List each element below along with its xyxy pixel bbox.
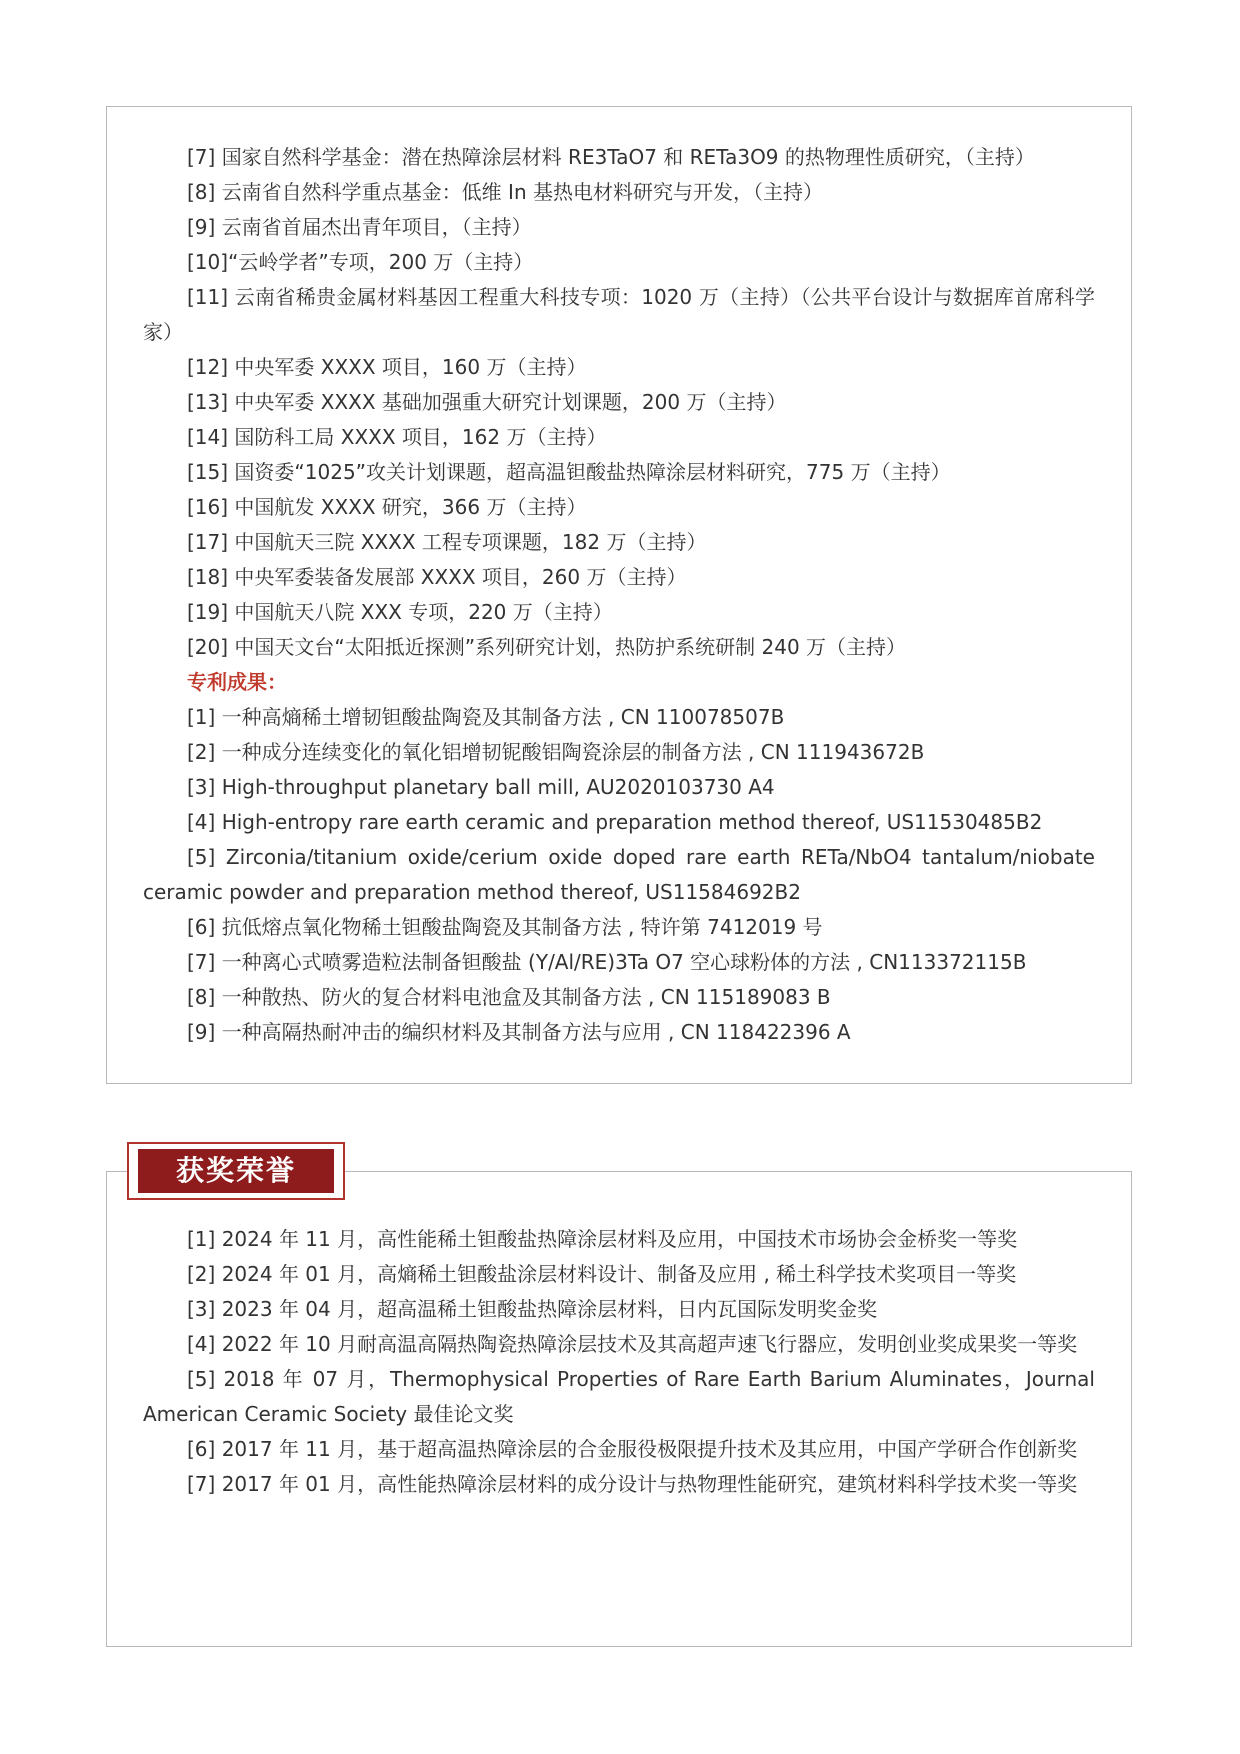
project-item: [11] 云南省稀贵金属材料基因工程重大科技专项：1020 万（主持）（公共平台设计与数据库首席科学家） bbox=[143, 285, 1095, 344]
patent-item: [3] High-throughput planetary ball mill, AU2020103730 A4 bbox=[187, 775, 775, 799]
project-item: [9] 云南省首届杰出青年项目，（主持） bbox=[187, 215, 532, 239]
patent-item: [9] 一种高隔热耐冲击的编织材料及其制备方法与应用 , CN 118422396 A bbox=[187, 1020, 851, 1044]
award-item: [7] 2017 年 01 月，高性能热障涂层材料的成分设计与热物理性能研究，建筑材料科学技术奖一等奖 bbox=[187, 1472, 1078, 1496]
patent-item: [6] 抗低熔点氧化物稀土钽酸盐陶瓷及其制备方法 , 特许第 7412019 号 bbox=[187, 915, 823, 939]
award-item: [2] 2024 年 01 月，高熵稀土钽酸盐涂层材料设计、制备及应用 , 稀土科学技术奖项目一等奖 bbox=[187, 1262, 1017, 1286]
project-item: [8] 云南省自然科学重点基金：低维 In 基热电材料研究与开发，（主持） bbox=[187, 180, 823, 204]
award-item: [4] 2022 年 10 月耐高温高隔热陶瓷热障涂层技术及其高超声速飞行器应，发明创业奖成果奖一等奖 bbox=[187, 1332, 1078, 1356]
patent-item: [5] Zirconia/titanium oxide/cerium oxide doped rare earth RETa/NbO4 tantalum/niobate ceramic powder and preparation method thereof, US11584692B2 bbox=[143, 845, 1095, 904]
project-item: [18] 中央军委装备发展部 XXXX 项目，260 万（主持） bbox=[187, 565, 687, 589]
project-item: [19] 中国航天八院 XXX 专项，220 万（主持） bbox=[187, 600, 613, 624]
award-item: [1] 2024 年 11 月，高性能稀土钽酸盐热障涂层材料及应用，中国技术市场协会金桥奖一等奖 bbox=[187, 1227, 1018, 1251]
patent-item: [7] 一种离心式喷雾造粒法制备钽酸盐 (Y/Al/RE)3Ta O7 空心球粉体的方法 , CN113372115B bbox=[187, 950, 1027, 974]
project-item: [10]“云岭学者”专项，200 万（主持） bbox=[187, 250, 534, 274]
project-item: [12] 中央军委 XXXX 项目，160 万（主持） bbox=[187, 355, 587, 379]
projects-patents-panel bbox=[106, 106, 1132, 1084]
patent-item: [8] 一种散热、防火的复合材料电池盒及其制备方法 , CN 115189083 B bbox=[187, 985, 831, 1009]
awards-panel bbox=[106, 1171, 1132, 1647]
patent-item: [4] High-entropy rare earth ceramic and preparation method thereof, US11530485B2 bbox=[187, 810, 1043, 834]
project-item: [15] 国资委“1025”攻关计划课题，超高温钽酸盐热障涂层材料研究，775 万（主持） bbox=[187, 460, 951, 484]
project-item: [14] 国防科工局 XXXX 项目，162 万（主持） bbox=[187, 425, 607, 449]
project-item: [7] 国家自然科学基金：潜在热障涂层材料 RE3TaO7 和 RETa3O9 的热物理性质研究，（主持） bbox=[187, 145, 1035, 169]
patent-item: [2] 一种成分连续变化的氧化铝增韧铌酸铝陶瓷涂层的制备方法 , CN 111943672B bbox=[187, 740, 925, 764]
project-item: [16] 中国航发 XXXX 研究，366 万（主持） bbox=[187, 495, 587, 519]
awards-section-badge bbox=[127, 1142, 345, 1200]
awards-section-title: 获奖荣誉 bbox=[138, 1149, 334, 1193]
project-item: [20] 中国天文台“太阳抵近探测”系列研究计划，热防护系统研制 240 万（主持） bbox=[187, 635, 907, 659]
patent-item: [1] 一种高熵稀土增韧钽酸盐陶瓷及其制备方法 , CN 110078507B bbox=[187, 705, 785, 729]
award-item: [5] 2018 年 07 月，Thermophysical Properties of Rare Earth Barium Aluminates，Journal American Ceramic Society 最佳论文奖 bbox=[143, 1367, 1095, 1426]
award-item: [6] 2017 年 11 月，基于超高温热障涂层的合金服役极限提升技术及其应用，中国产学研合作创新奖 bbox=[187, 1437, 1078, 1461]
project-item: [13] 中央军委 XXXX 基础加强重大研究计划课题，200 万（主持） bbox=[187, 390, 787, 414]
patents-heading: 专利成果： bbox=[187, 670, 287, 694]
project-item: [17] 中国航天三院 XXXX 工程专项课题，182 万（主持） bbox=[187, 530, 707, 554]
award-item: [3] 2023 年 04 月，超高温稀土钽酸盐热障涂层材料，日内瓦国际发明奖金奖 bbox=[187, 1297, 878, 1321]
